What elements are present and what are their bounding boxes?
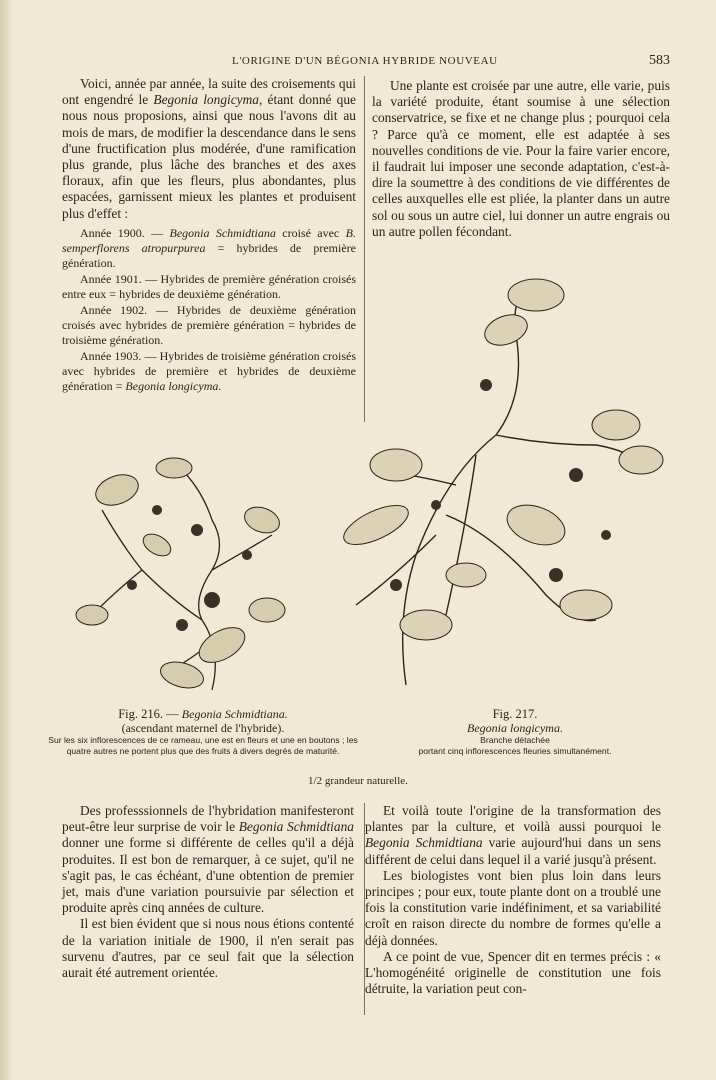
text-run: = hybrides de première génération. bbox=[62, 240, 356, 270]
begonia-longicyma-illustration bbox=[336, 275, 666, 700]
bottom-left-column bbox=[62, 803, 354, 981]
figure-216-subtitle: (ascendant maternel de l'hybride). bbox=[121, 720, 285, 735]
begonia-schmidtiana-illustration bbox=[62, 450, 312, 700]
text-run: Voici, année par année, la suite des croisements qui ont engendré le bbox=[62, 76, 356, 108]
figure-217-subtitle: Branche détachée bbox=[480, 735, 550, 745]
text-run: Et voilà toute l'origine de la transformation des plantes par la culture, et voilà aussi pourquoi le bbox=[365, 803, 661, 835]
figure-216-title bbox=[48, 708, 358, 722]
species-name: Begonia longicyma bbox=[125, 378, 219, 393]
text-run: Des professsionnels de l'hybridation manifesteront peut-être leur surprise de voir le bbox=[62, 803, 354, 835]
figure-217-note: portant cinq inflorescences fleuries simultanément. bbox=[418, 746, 612, 756]
species-name: Begonia longicyma bbox=[153, 92, 259, 108]
text-run: . bbox=[218, 378, 222, 393]
text-run: Année 1903. — Hybrides de troisième génération croisés avec hybrides de première et hybrides de deuxième génération = bbox=[62, 348, 356, 393]
species-name: Begonia Schmidtiana bbox=[365, 835, 483, 851]
species-name: Begonia Schmidtiana bbox=[238, 819, 354, 835]
running-title: L'ORIGINE D'UN BÉGONIA HYBRIDE NOUVEAU bbox=[232, 55, 498, 67]
year-1901-entry bbox=[62, 272, 356, 302]
adaptation-paragraph: Une plante est croisée par une autre, elle varie, puis la variété produite, étant soumise à une sélection conservatrice, se fixe et ne change plus ; pourquoi cela ? Parce qu'à ce moment, elle est adaptée à ses nouvelles conditions de vie. Pour la faire varier encore, il faudrait lui imposer une seconde adaptation, c'est-à-dire la soumettre à des conditions de vie différentes de celles auxquelles elle est pliée, la planter dans un autre sol ou sous un autre ciel, lui donner un autre engrais ou un autre pollen fécondant. bbox=[372, 78, 670, 239]
figure-label: Fig. 216. — bbox=[118, 707, 182, 721]
top-left-column bbox=[62, 76, 356, 395]
transformation-paragraph bbox=[365, 803, 661, 868]
text-run: Année 1902. — Hybrides de deuxième génération croisés avec hybrides de première génération = hybrides de troisième génération. bbox=[62, 302, 356, 347]
scale-note: 1/2 grandeur naturelle. bbox=[308, 775, 408, 787]
text-run: Année 1900. — bbox=[80, 225, 170, 240]
top-right-column bbox=[372, 78, 670, 240]
figure-216-note: Sur les six inflorescences de ce rameau, une est en fleurs et une en boutons ; les quatre autres ne portent plus que des fruits à divers degrés de maturité. bbox=[48, 735, 358, 756]
year-1903-entry bbox=[62, 349, 356, 394]
intro-paragraph bbox=[62, 76, 356, 222]
text-run: donner une forme si différente de celles qu'il a déjà produites. Il est bon de remarquer, à ce sujet, qu'il ne s'agit pas, le cas échéant, d'une obtention de premier jet, mais d'une variation poursuivie par sélection et produite après cinq années de culture. bbox=[62, 835, 354, 916]
year-1902-entry bbox=[62, 303, 356, 348]
spencer-paragraph: A ce point de vue, Spencer dit en termes précis : « L'homogénéité originelle de constitution une fois détruite, la variation peut con- bbox=[365, 948, 661, 997]
figure-216-caption bbox=[48, 708, 358, 757]
species-name: B. semperflorens atropurpurea bbox=[62, 225, 356, 255]
page-number: 583 bbox=[649, 53, 670, 68]
surprise-paragraph bbox=[62, 803, 354, 916]
biologists-paragraph: Les biologistes vont bien plus loin dans leurs principes ; pour eux, toute plante dont on a troublé une fois la constitution varie indéfiniment, et sa variabilité croît en raison directe du nombre de formes qu'elle a déjà données. bbox=[365, 867, 661, 948]
species-name: Begonia Schmidtiana bbox=[169, 225, 276, 240]
bottom-right-column bbox=[365, 803, 661, 997]
species-name: Begonia longicyma. bbox=[467, 720, 563, 735]
variation-paragraph: Il est bien évident que si nous nous étions contenté de la variation initiale de 1900, il n'en serait pas survenu d'autres, par ce seul fait que la sélection aurait été autrement orientée. bbox=[62, 916, 354, 981]
figure-217-caption bbox=[360, 708, 670, 757]
text-run: Année 1901. — Hybrides de première génération croisés entre eux = hybrides de deuxième génération. bbox=[62, 271, 356, 301]
text-run: , étant donné que nous nous proposions, ainsi que nous l'avons dit au mois de mars, de modifier la descendance dans le sens d'une fructification plus modérée, d'une ramification plus grande, plus lâche des branches et des axes floraux, afin que les fleurs, plus abondantes, plus espacées, garnissent mieux les plantes et produisent plus d'effet : bbox=[62, 92, 356, 221]
page-gutter-shadow bbox=[0, 0, 14, 1080]
text-run: varie aujourd'hui dans un sens différent de celui dans lequel il a varié jusqu'à présent. bbox=[365, 835, 661, 867]
species-name: Begonia Schmidtiana. bbox=[181, 707, 288, 721]
crossing-years-list bbox=[62, 226, 356, 394]
text-run: croisé avec bbox=[275, 225, 346, 240]
year-1900-entry bbox=[62, 226, 356, 271]
figure-label: Fig. 217. bbox=[492, 707, 538, 721]
